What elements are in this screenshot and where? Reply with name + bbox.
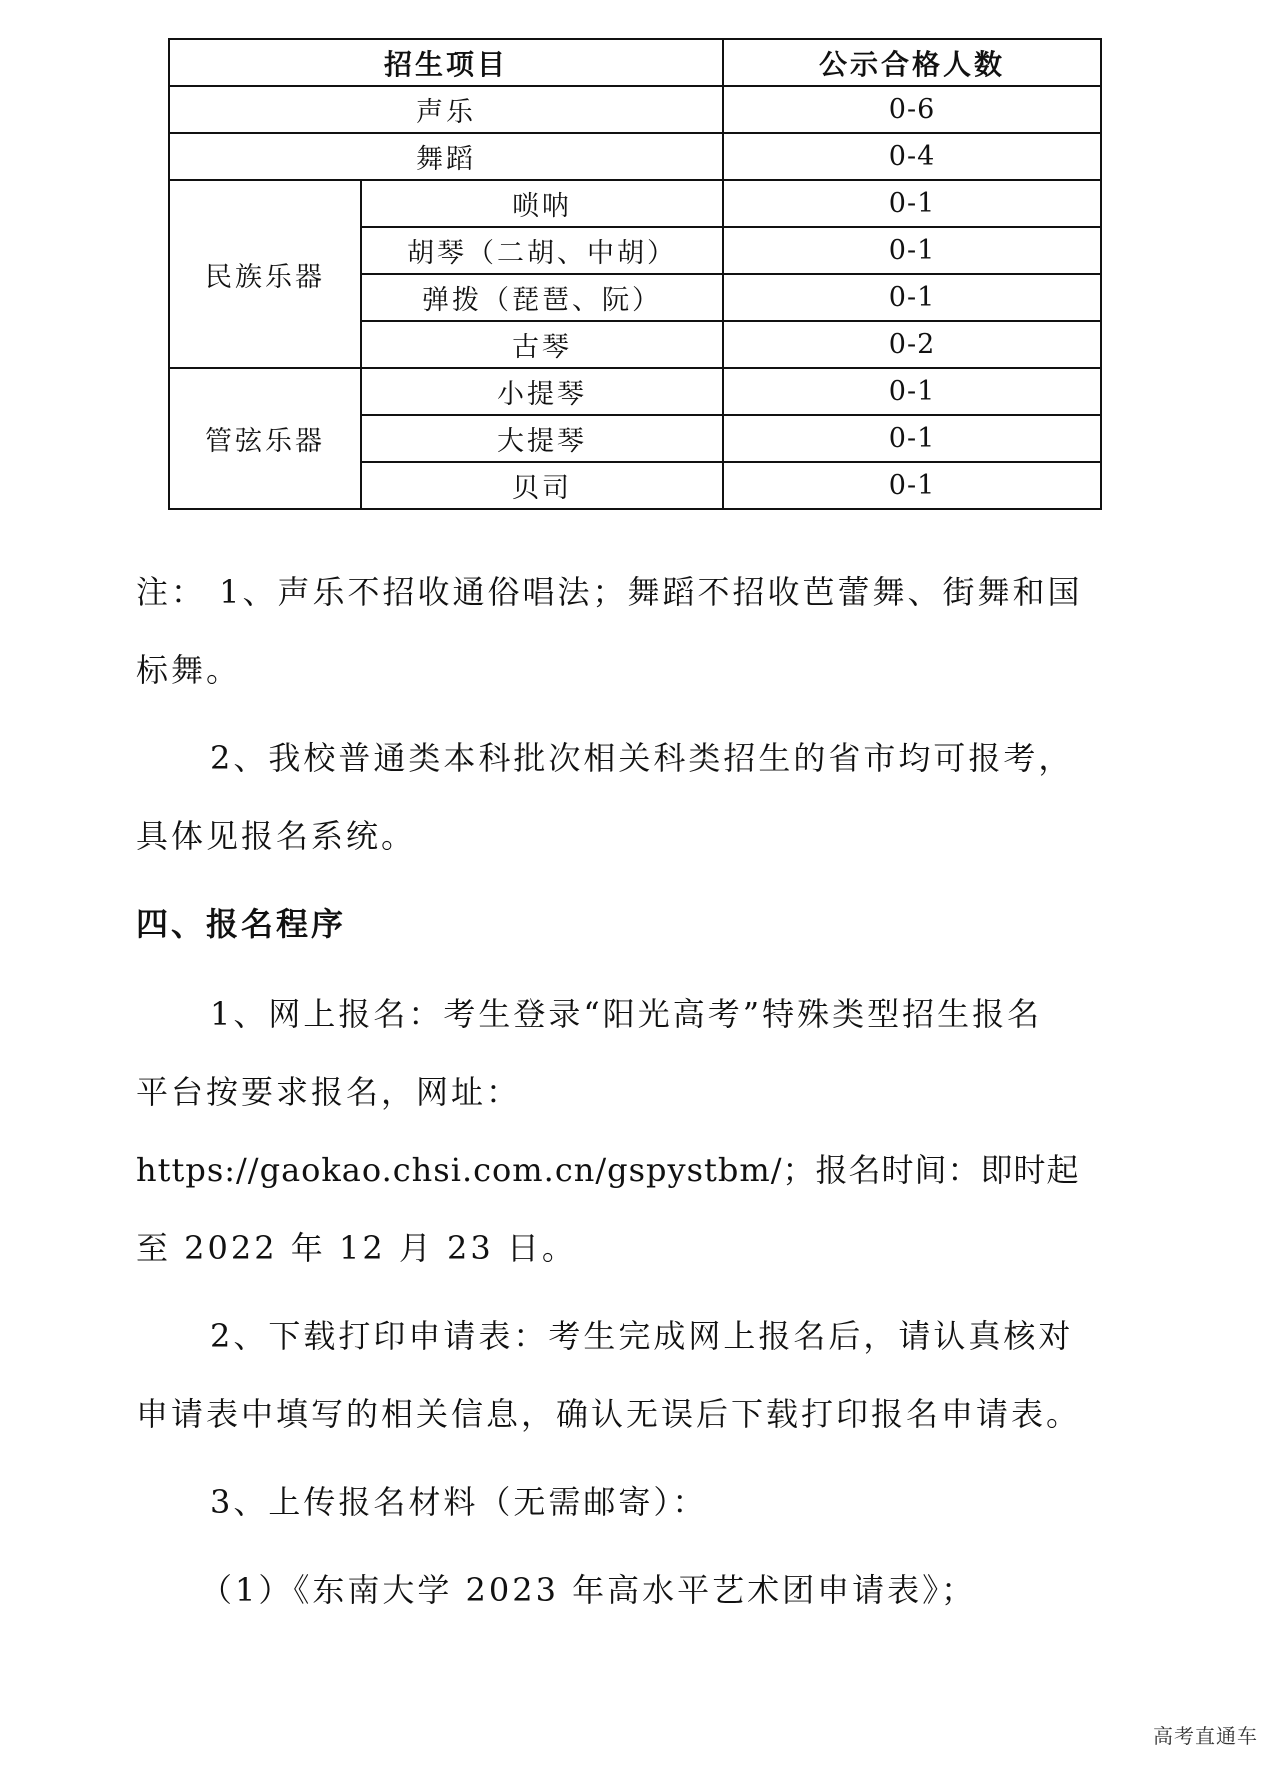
step-2-line-1: 2、下载打印申请表：考生完成网上报名后，请认真核对 (210, 1317, 1074, 1355)
step-2-line-2: 申请表中填写的相关信息，确认无误后下载打印报名申请表。 (136, 1395, 1082, 1433)
count-cell: 0-1 (723, 274, 1101, 321)
header-project: 招生项目 (169, 39, 723, 86)
note-1-line-2: 标舞。 (136, 651, 242, 689)
count-cell: 0-6 (723, 86, 1101, 133)
table-header-row (169, 39, 1101, 86)
count-cell: 0-1 (723, 180, 1101, 227)
count-cell: 0-4 (723, 133, 1101, 180)
table-row (169, 86, 1101, 133)
step-1-line-3: https://gaokao.chsi.com.cn/gspystbm/；报名时间：即时起 (136, 1151, 1080, 1189)
project-cell: 大提琴 (361, 415, 723, 462)
table-row (169, 180, 1101, 227)
table-row (169, 368, 1101, 415)
note-2-line-2: 具体见报名系统。 (136, 817, 417, 855)
note-1-line-1: 注： 1、声乐不招收通俗唱法；舞蹈不招收芭蕾舞、街舞和国 (136, 573, 1083, 611)
project-cell: 贝司 (361, 462, 723, 509)
project-cell: 舞蹈 (169, 133, 723, 180)
note-2-line-1: 2、我校普通类本科批次相关科类招生的省市均可报考， (210, 739, 1074, 777)
step-1-line-1: 1、网上报名：考生登录“阳光高考”特殊类型招生报名 (210, 995, 1043, 1033)
step-3-line-1: 3、上传报名材料（无需邮寄）： (210, 1483, 708, 1521)
project-cell: 弹拨（琵琶、阮） (361, 274, 723, 321)
project-cell: 唢呐 (361, 180, 723, 227)
table-row (169, 133, 1101, 180)
header-count: 公示合格人数 (723, 39, 1101, 86)
project-cell: 古琴 (361, 321, 723, 368)
count-cell: 0-1 (723, 368, 1101, 415)
count-cell: 0-1 (723, 462, 1101, 509)
count-cell: 0-1 (723, 227, 1101, 274)
group-label-cell: 管弦乐器 (169, 368, 361, 509)
step-1-line-4: 至 2022 年 12 月 23 日。 (136, 1229, 577, 1267)
watermark: 高考直通车 (1153, 1724, 1258, 1748)
quota-table (168, 38, 1102, 510)
group-label-cell: 民族乐器 (169, 180, 361, 368)
project-cell: 小提琴 (361, 368, 723, 415)
step-3-item-1: （1）《东南大学 2023 年高水平艺术团申请表》； (200, 1571, 977, 1609)
project-cell: 胡琴（二胡、中胡） (361, 227, 723, 274)
project-cell: 声乐 (169, 86, 723, 133)
count-cell: 0-2 (723, 321, 1101, 368)
count-cell: 0-1 (723, 415, 1101, 462)
section-heading: 四、报名程序 (136, 905, 347, 943)
step-1-line-2: 平台按要求报名，网址： (136, 1073, 522, 1111)
